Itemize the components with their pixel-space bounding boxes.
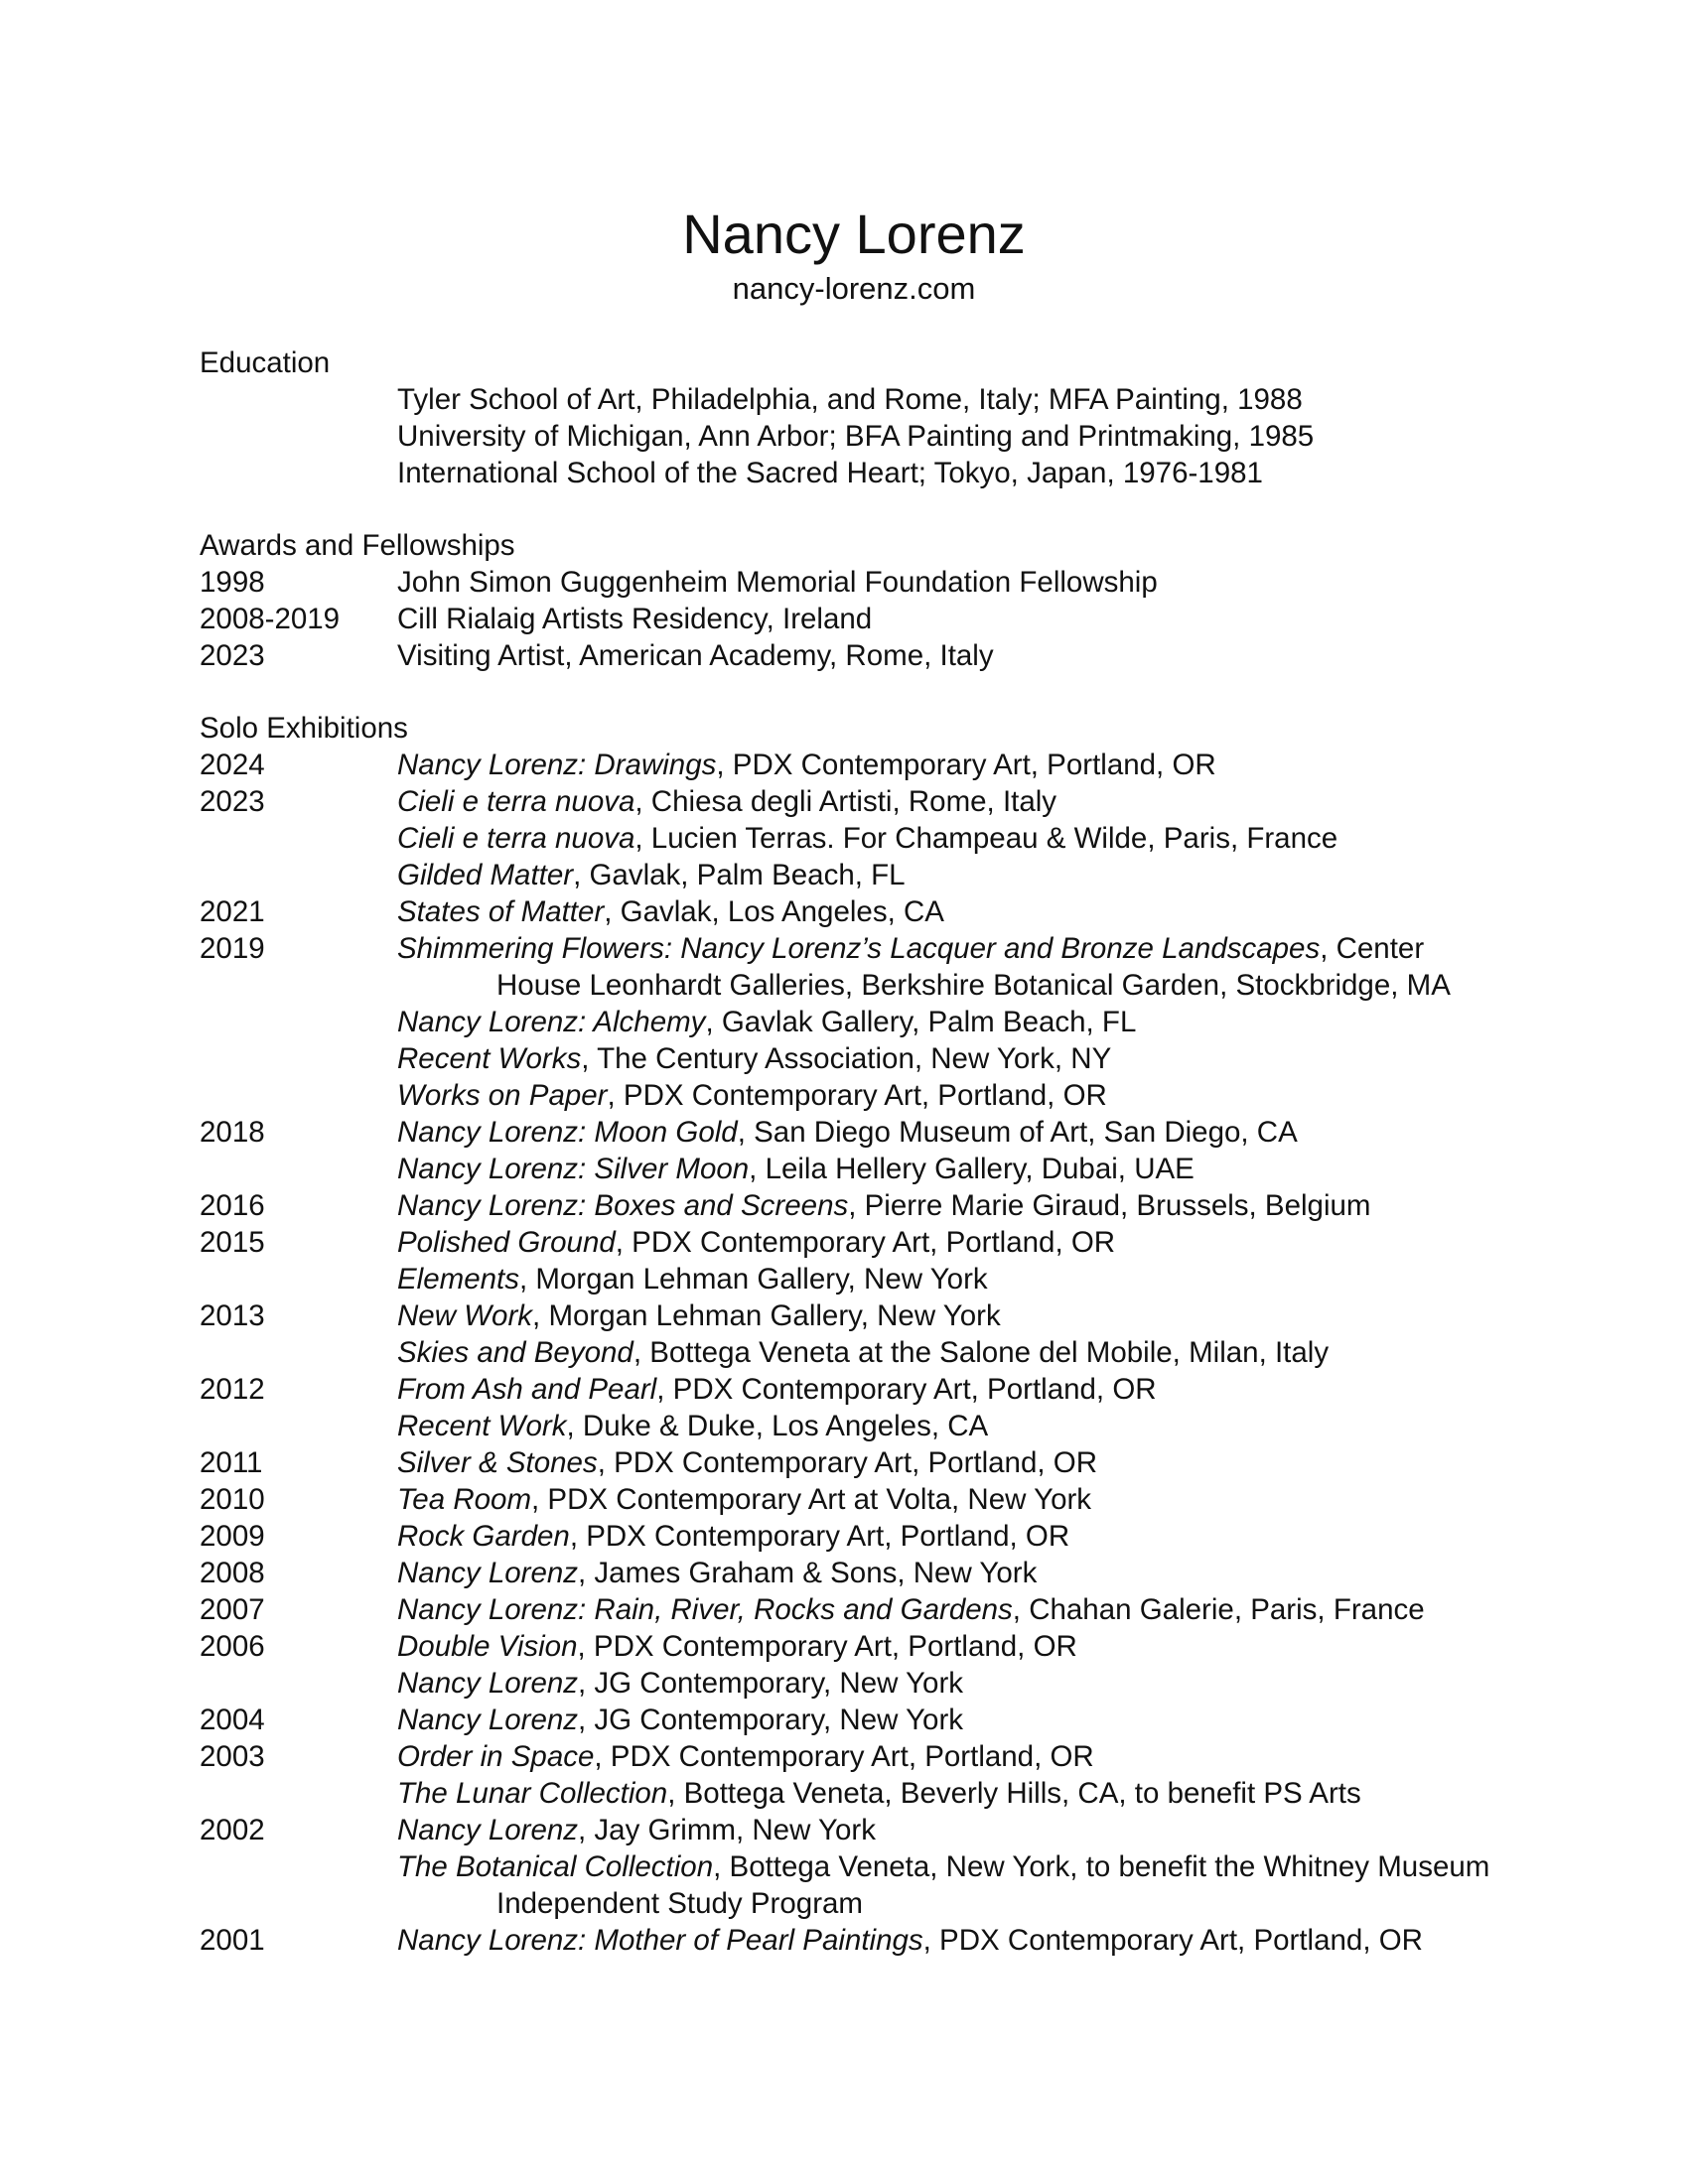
- education-item: Tyler School of Art, Philadelphia, and Rome, Italy; MFA Painting, 1988: [397, 383, 1303, 416]
- exhibition-row: [200, 783, 1510, 820]
- exhibition-entry: [397, 1077, 1510, 1114]
- exhibition-row: [200, 1444, 1510, 1481]
- exhibition-entry: [397, 1187, 1510, 1224]
- exhibition-entry: [397, 1004, 1510, 1040]
- exhibition-row: [200, 1408, 1510, 1444]
- exhibition-title: Order in Space: [397, 1740, 595, 1773]
- exhibition-row: [200, 857, 1510, 893]
- exhibition-year: 2018: [200, 1116, 265, 1149]
- exhibition-year: 2009: [200, 1520, 265, 1553]
- exhibition-title: Recent Works: [397, 1042, 582, 1075]
- exhibition-venue: , Chahan Galerie, Paris, France: [1012, 1593, 1425, 1626]
- exhibition-row: [200, 1665, 1510, 1702]
- exhibition-year: [200, 1334, 397, 1371]
- exhibition-entry: [397, 1040, 1510, 1077]
- exhibition-row: [200, 1261, 1510, 1297]
- exhibition-entry: [397, 1481, 1510, 1518]
- exhibition-venue: , JG Contemporary, New York: [578, 1704, 964, 1736]
- exhibition-entry: [397, 1261, 1510, 1297]
- exhibition-row: [200, 1334, 1510, 1371]
- exhibition-entry: [397, 857, 1510, 893]
- award-text: Cill Rialaig Artists Residency, Ireland: [397, 603, 873, 635]
- exhibition-title: Works on Paper: [397, 1079, 608, 1112]
- exhibition-venue: , James Graham & Sons, New York: [578, 1557, 1038, 1589]
- exhibition-title: From Ash and Pearl: [397, 1373, 657, 1406]
- exhibition-entry: [397, 1371, 1510, 1408]
- exhibition-title: Nancy Lorenz: [397, 1814, 579, 1846]
- solo-exhibitions-list: [200, 747, 1510, 1959]
- website-url: nancy-lorenz.com: [732, 271, 976, 306]
- exhibition-entry: [397, 1665, 1510, 1702]
- exhibition-year: 2024: [200, 749, 265, 781]
- exhibition-title: Nancy Lorenz: Alchemy: [397, 1006, 706, 1038]
- exhibition-venue: , PDX Contemporary Art, Portland, OR: [594, 1740, 1094, 1773]
- exhibition-row: [200, 1848, 1510, 1922]
- award-year: 1998: [200, 566, 265, 599]
- exhibition-entry: [397, 1848, 1510, 1922]
- exhibition-row: [200, 1371, 1510, 1408]
- exhibition-row: [200, 1518, 1510, 1555]
- exhibition-year: 2023: [200, 785, 265, 818]
- exhibition-title: Silver & Stones: [397, 1446, 598, 1479]
- education-item: University of Michigan, Ann Arbor; BFA Painting and Printmaking, 1985: [397, 420, 1315, 453]
- exhibition-entry: [397, 1444, 1510, 1481]
- exhibition-row: [200, 1775, 1510, 1812]
- exhibition-entry: [397, 893, 1510, 930]
- exhibition-entry: [397, 1114, 1510, 1151]
- exhibition-year: 2012: [200, 1373, 265, 1406]
- exhibition-year: 2010: [200, 1483, 265, 1516]
- exhibition-year: 2021: [200, 895, 265, 928]
- exhibition-venue: , Chiesa degli Artisti, Rome, Italy: [634, 785, 1057, 818]
- exhibition-row: [200, 1702, 1510, 1738]
- exhibition-year: 2019: [200, 932, 265, 965]
- exhibition-year: 2008: [200, 1557, 265, 1589]
- exhibition-title: Nancy Lorenz: Rain, River, Rocks and Gardens: [397, 1593, 1013, 1626]
- artist-name: Nancy Lorenz: [682, 203, 1026, 265]
- exhibition-venue: , PDX Contemporary Art, Portland, OR: [716, 749, 1216, 781]
- exhibition-entry: [397, 1297, 1510, 1334]
- exhibition-year: [200, 1151, 397, 1187]
- exhibition-year: [200, 1408, 397, 1444]
- exhibition-year: 2002: [200, 1814, 265, 1846]
- exhibition-title: Nancy Lorenz: Drawings: [397, 749, 717, 781]
- exhibition-entry: [397, 747, 1510, 783]
- exhibition-entry: [397, 1151, 1510, 1187]
- exhibition-venue: , Lucien Terras. For Champeau & Wilde, Paris, France: [634, 822, 1338, 855]
- exhibition-title: Rock Garden: [397, 1520, 570, 1553]
- exhibition-entry: [397, 820, 1510, 857]
- exhibition-venue: , Bottega Veneta at the Salone del Mobile, Milan, Italy: [633, 1336, 1330, 1369]
- exhibition-row: [200, 893, 1510, 930]
- exhibition-row: [200, 1591, 1510, 1628]
- exhibition-row: [200, 1297, 1510, 1334]
- exhibition-title: Gilded Matter: [397, 859, 574, 891]
- exhibition-venue: , Morgan Lehman Gallery, New York: [532, 1299, 1001, 1332]
- award-year: 2023: [200, 639, 265, 672]
- exhibition-row: [200, 1922, 1510, 1959]
- exhibition-year: [200, 1665, 397, 1702]
- exhibition-venue: , The Century Association, New York, NY: [581, 1042, 1112, 1075]
- exhibition-venue: , PDX Contemporary Art, Portland, OR: [615, 1226, 1116, 1259]
- exhibition-venue: , JG Contemporary, New York: [578, 1667, 964, 1700]
- exhibition-entry: [397, 1738, 1510, 1775]
- exhibition-venue: , San Diego Museum of Art, San Diego, CA: [737, 1116, 1298, 1149]
- exhibition-year: [200, 1077, 397, 1114]
- exhibition-title: Polished Ground: [397, 1226, 616, 1259]
- exhibition-row: [200, 1187, 1510, 1224]
- exhibition-venue: , PDX Contemporary Art, Portland, OR: [656, 1373, 1157, 1406]
- exhibition-venue: , Morgan Lehman Gallery, New York: [518, 1263, 988, 1296]
- exhibition-entry: [397, 1628, 1510, 1665]
- exhibition-row: [200, 1738, 1510, 1775]
- education-item: International School of the Sacred Heart; Tokyo, Japan, 1976-1981: [397, 457, 1263, 489]
- cv-content: [200, 344, 1510, 1959]
- exhibition-venue: , Gavlak, Palm Beach, FL: [573, 859, 906, 891]
- exhibition-entry: [397, 1555, 1510, 1591]
- solo-exhibitions-heading: Solo Exhibitions: [200, 712, 408, 745]
- exhibition-year: 2011: [200, 1446, 263, 1479]
- exhibition-venue: , PDX Contemporary Art, Portland, OR: [569, 1520, 1070, 1553]
- award-text: Visiting Artist, American Academy, Rome, Italy: [397, 639, 994, 672]
- exhibition-venue: , Bottega Veneta, New York, to benefit the Whitney Museum: [713, 1850, 1490, 1883]
- exhibition-title: Nancy Lorenz: [397, 1704, 579, 1736]
- exhibition-entry: [397, 1775, 1510, 1812]
- exhibition-year: [200, 1848, 397, 1922]
- award-item: [200, 637, 1510, 674]
- exhibition-venue: , Center: [1320, 932, 1425, 965]
- exhibition-title: Shimmering Flowers: Nancy Lorenz’s Lacquer and Bronze Landscapes: [397, 932, 1321, 965]
- exhibition-title: States of Matter: [397, 895, 605, 928]
- exhibition-venue-continued: House Leonhardt Galleries, Berkshire Botanical Garden, Stockbridge, MA: [496, 969, 1451, 1002]
- exhibition-venue: , PDX Contemporary Art, Portland, OR: [922, 1924, 1423, 1957]
- exhibition-row: [200, 1555, 1510, 1591]
- exhibition-row: [200, 1628, 1510, 1665]
- exhibition-entry: [397, 1812, 1510, 1848]
- exhibition-year: [200, 1040, 397, 1077]
- exhibition-venue: , Bottega Veneta, Beverly Hills, CA, to benefit PS Arts: [667, 1777, 1361, 1810]
- exhibition-title: Nancy Lorenz: Moon Gold: [397, 1116, 738, 1149]
- exhibition-venue-continued: Independent Study Program: [496, 1887, 863, 1920]
- exhibition-year: 2004: [200, 1704, 265, 1736]
- exhibition-title: Recent Work: [397, 1410, 567, 1442]
- exhibition-entry: [397, 1224, 1510, 1261]
- exhibition-venue: , Pierre Marie Giraud, Brussels, Belgium: [848, 1189, 1371, 1222]
- exhibition-year: [200, 1004, 397, 1040]
- exhibition-row: [200, 1224, 1510, 1261]
- exhibition-year: [200, 1261, 397, 1297]
- exhibition-title: Elements: [397, 1263, 519, 1296]
- exhibition-year: 2016: [200, 1189, 265, 1222]
- exhibition-row: [200, 1481, 1510, 1518]
- exhibition-title: Double Vision: [397, 1630, 578, 1663]
- exhibition-venue: , Leila Hellery Gallery, Dubai, UAE: [749, 1153, 1195, 1185]
- exhibition-title: Nancy Lorenz: Mother of Pearl Paintings: [397, 1924, 923, 1957]
- exhibition-title: Nancy Lorenz: [397, 1667, 579, 1700]
- award-text: John Simon Guggenheim Memorial Foundation Fellowship: [397, 566, 1158, 599]
- exhibition-title: Tea Room: [397, 1483, 532, 1516]
- exhibition-row: [200, 820, 1510, 857]
- exhibition-entry: [397, 1334, 1510, 1371]
- exhibition-row: [200, 747, 1510, 783]
- exhibition-venue: , Gavlak Gallery, Palm Beach, FL: [705, 1006, 1137, 1038]
- exhibition-title: The Botanical Collection: [397, 1850, 714, 1883]
- exhibition-venue: , PDX Contemporary Art, Portland, OR: [607, 1079, 1107, 1112]
- exhibition-title: New Work: [397, 1299, 533, 1332]
- exhibition-row: [200, 1077, 1510, 1114]
- exhibition-row: [200, 1004, 1510, 1040]
- exhibition-entry: [397, 1518, 1510, 1555]
- exhibition-row: [200, 1812, 1510, 1848]
- award-item: [200, 601, 1510, 637]
- exhibition-venue: , PDX Contemporary Art, Portland, OR: [597, 1446, 1098, 1479]
- exhibition-year: [200, 820, 397, 857]
- exhibition-venue: , Gavlak, Los Angeles, CA: [604, 895, 944, 928]
- exhibition-title: Nancy Lorenz: Silver Moon: [397, 1153, 750, 1185]
- exhibition-year: 2013: [200, 1299, 265, 1332]
- exhibition-venue: , Duke & Duke, Los Angeles, CA: [566, 1410, 989, 1442]
- exhibition-venue: , PDX Contemporary Art, Portland, OR: [577, 1630, 1077, 1663]
- exhibition-row: [200, 1151, 1510, 1187]
- exhibition-entry: [397, 1922, 1510, 1959]
- education-heading: Education: [200, 346, 331, 379]
- exhibition-entry: [397, 783, 1510, 820]
- exhibition-venue: , Jay Grimm, New York: [578, 1814, 876, 1846]
- award-year: 2008-2019: [200, 603, 341, 635]
- exhibition-entry: [397, 1408, 1510, 1444]
- exhibition-title: The Lunar Collection: [397, 1777, 668, 1810]
- exhibition-row: [200, 1040, 1510, 1077]
- award-item: [200, 564, 1510, 601]
- exhibition-row: [200, 930, 1510, 1004]
- exhibition-title: Nancy Lorenz: Boxes and Screens: [397, 1189, 849, 1222]
- exhibition-entry: [397, 930, 1510, 1004]
- exhibition-year: 2007: [200, 1593, 265, 1626]
- exhibition-title: Cieli e terra nuova: [397, 822, 635, 855]
- exhibition-year: [200, 857, 397, 893]
- exhibition-title: Skies and Beyond: [397, 1336, 633, 1369]
- exhibition-venue: , PDX Contemporary Art at Volta, New York: [531, 1483, 1092, 1516]
- exhibition-year: 2003: [200, 1740, 265, 1773]
- exhibition-year: [200, 1775, 397, 1812]
- exhibition-year: 2006: [200, 1630, 265, 1663]
- awards-heading: Awards and Fellowships: [200, 529, 515, 562]
- exhibition-row: [200, 1114, 1510, 1151]
- exhibition-entry: [397, 1591, 1510, 1628]
- exhibition-title: Nancy Lorenz: [397, 1557, 579, 1589]
- exhibition-year: 2015: [200, 1226, 265, 1259]
- exhibition-title: Cieli e terra nuova: [397, 785, 635, 818]
- exhibition-entry: [397, 1702, 1510, 1738]
- exhibition-year: 2001: [200, 1924, 265, 1957]
